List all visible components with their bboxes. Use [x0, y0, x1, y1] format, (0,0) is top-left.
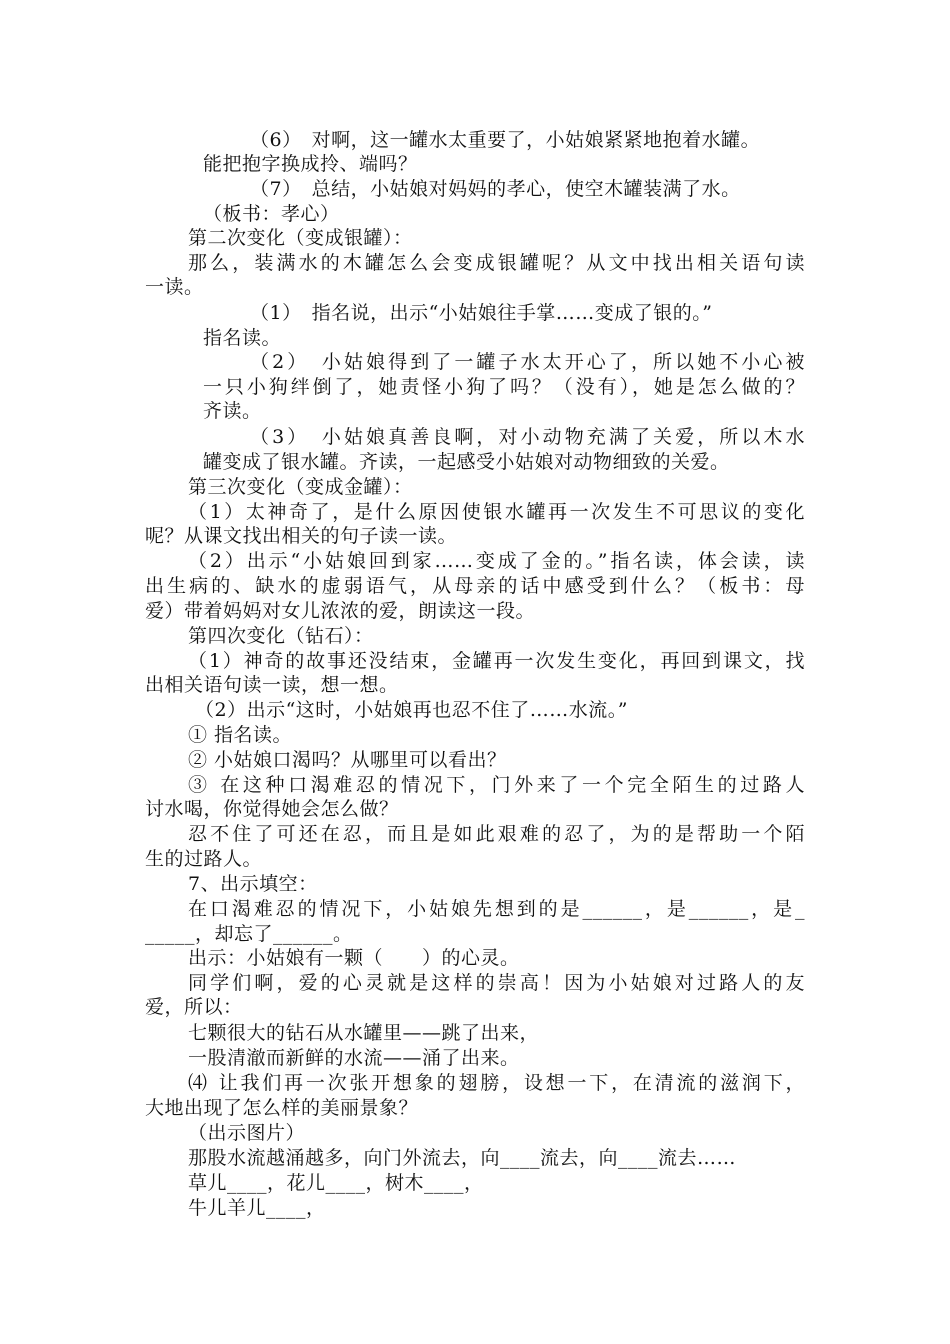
text-line: 一股清澈而新鲜的水流——涌了出来。: [188, 1047, 520, 1069]
text-line: ② 小姑娘口渴吗？从哪里可以看出？: [188, 749, 507, 771]
text-line: （6） 对啊，这一罐水太重要了，小姑娘紧紧地抱着水罐。: [250, 129, 761, 151]
text-line: 出相关语句读一读，想一想。: [145, 674, 399, 696]
text-line: ③ 在这种口渴难忍的情况下，门外来了一个完全陌生的过路人: [188, 774, 805, 796]
text-line: （出示图片）: [188, 1122, 306, 1144]
text-line: （1） 指名说，出示“小姑娘往手掌……变成了银的。”: [250, 302, 713, 324]
text-line: 罐变成了银水罐。齐读，一起感受小姑娘对动物细致的关爱。: [203, 451, 730, 473]
text-line: 齐读。: [203, 400, 262, 422]
text-line: 七颗很大的钻石从水罐里——跳了出来，: [188, 1022, 540, 1044]
text-line: 能把抱字换成拎、端吗？: [203, 153, 418, 175]
text-line: 同学们啊，爱的心灵就是这样的崇高！因为小姑娘对过路人的友: [188, 972, 805, 994]
text-line: （3） 小姑娘真善良啊，对小动物充满了关爱，所以木水: [250, 426, 805, 448]
text-line: 忍不住了可还在忍，而且是如此艰难的忍了，为的是帮助一个陌: [188, 823, 805, 845]
section-heading: 第二次变化（变成银罐）：: [188, 227, 413, 249]
text-line: 那股水流越涌越多，向门外流去，向____流去，向____流去……: [188, 1147, 737, 1169]
text-line: （2）出示“小姑娘回到家……变成了金的。”指名读，体会读，读: [188, 550, 805, 572]
text-line: 一只小狗绊倒了，她责怪小狗了吗？（没有），她是怎么做的？: [203, 376, 805, 398]
text-line: （1）太神奇了，是什么原因使银水罐再一次发生不可思议的变化: [188, 501, 805, 523]
text-line: （7） 总结，小姑娘对妈妈的孝心，使空木罐装满了水。: [250, 178, 741, 200]
text-line: 指名读。: [203, 327, 282, 349]
text-line: 生的过路人。: [145, 848, 263, 870]
text-line: 讨水喝，你觉得她会怎么做？: [145, 798, 399, 820]
section-heading: 第三次变化（变成金罐）：: [188, 476, 413, 498]
text-line: 草儿____，花儿____，树木____，: [188, 1172, 484, 1194]
text-line: 出示：小姑娘有一颗（ ）的心灵。: [188, 947, 520, 969]
text-line: 那么，装满水的木罐怎么会变成银罐呢？从文中找出相关语句读: [188, 252, 805, 274]
text-line: 爱，所以：: [145, 996, 243, 1018]
text-line: 出生病的、缺水的虚弱语气，从母亲的话中感受到什么？（板书：母: [145, 575, 805, 597]
section-heading: 7、出示填空：: [188, 873, 318, 895]
text-line: 牛儿羊儿____，: [188, 1197, 326, 1219]
text-line: （板书：孝心）: [203, 203, 340, 225]
text-line: （2）出示“这时，小姑娘再也忍不住了……水流。”: [195, 699, 629, 721]
text-line: 爱）带着妈妈对女儿浓浓的爱，朗读这一段。: [145, 600, 536, 622]
text-line: 一读。: [145, 276, 204, 298]
text-line: （1）神奇的故事还没结束，金罐再一次发生变化，再回到课文，找: [188, 650, 805, 672]
text-line: 在口渴难忍的情况下，小姑娘先想到的是______，是______，是_: [188, 898, 805, 920]
section-heading: 第四次变化（钻石）：: [188, 625, 374, 647]
text-line: ① 指名读。: [188, 724, 293, 746]
text-line: 呢？从课文找出相关的句子读一读。: [145, 525, 458, 547]
text-line: _____，却忘了______。: [145, 923, 353, 945]
text-line: 大地出现了怎么样的美丽景象？: [145, 1097, 419, 1119]
text-line: （2） 小姑娘得到了一罐子水太开心了，所以她不小心被: [250, 351, 805, 373]
text-line: ⑷ 让我们再一次张开想象的翅膀，设想一下，在清流的滋润下，: [188, 1072, 805, 1094]
